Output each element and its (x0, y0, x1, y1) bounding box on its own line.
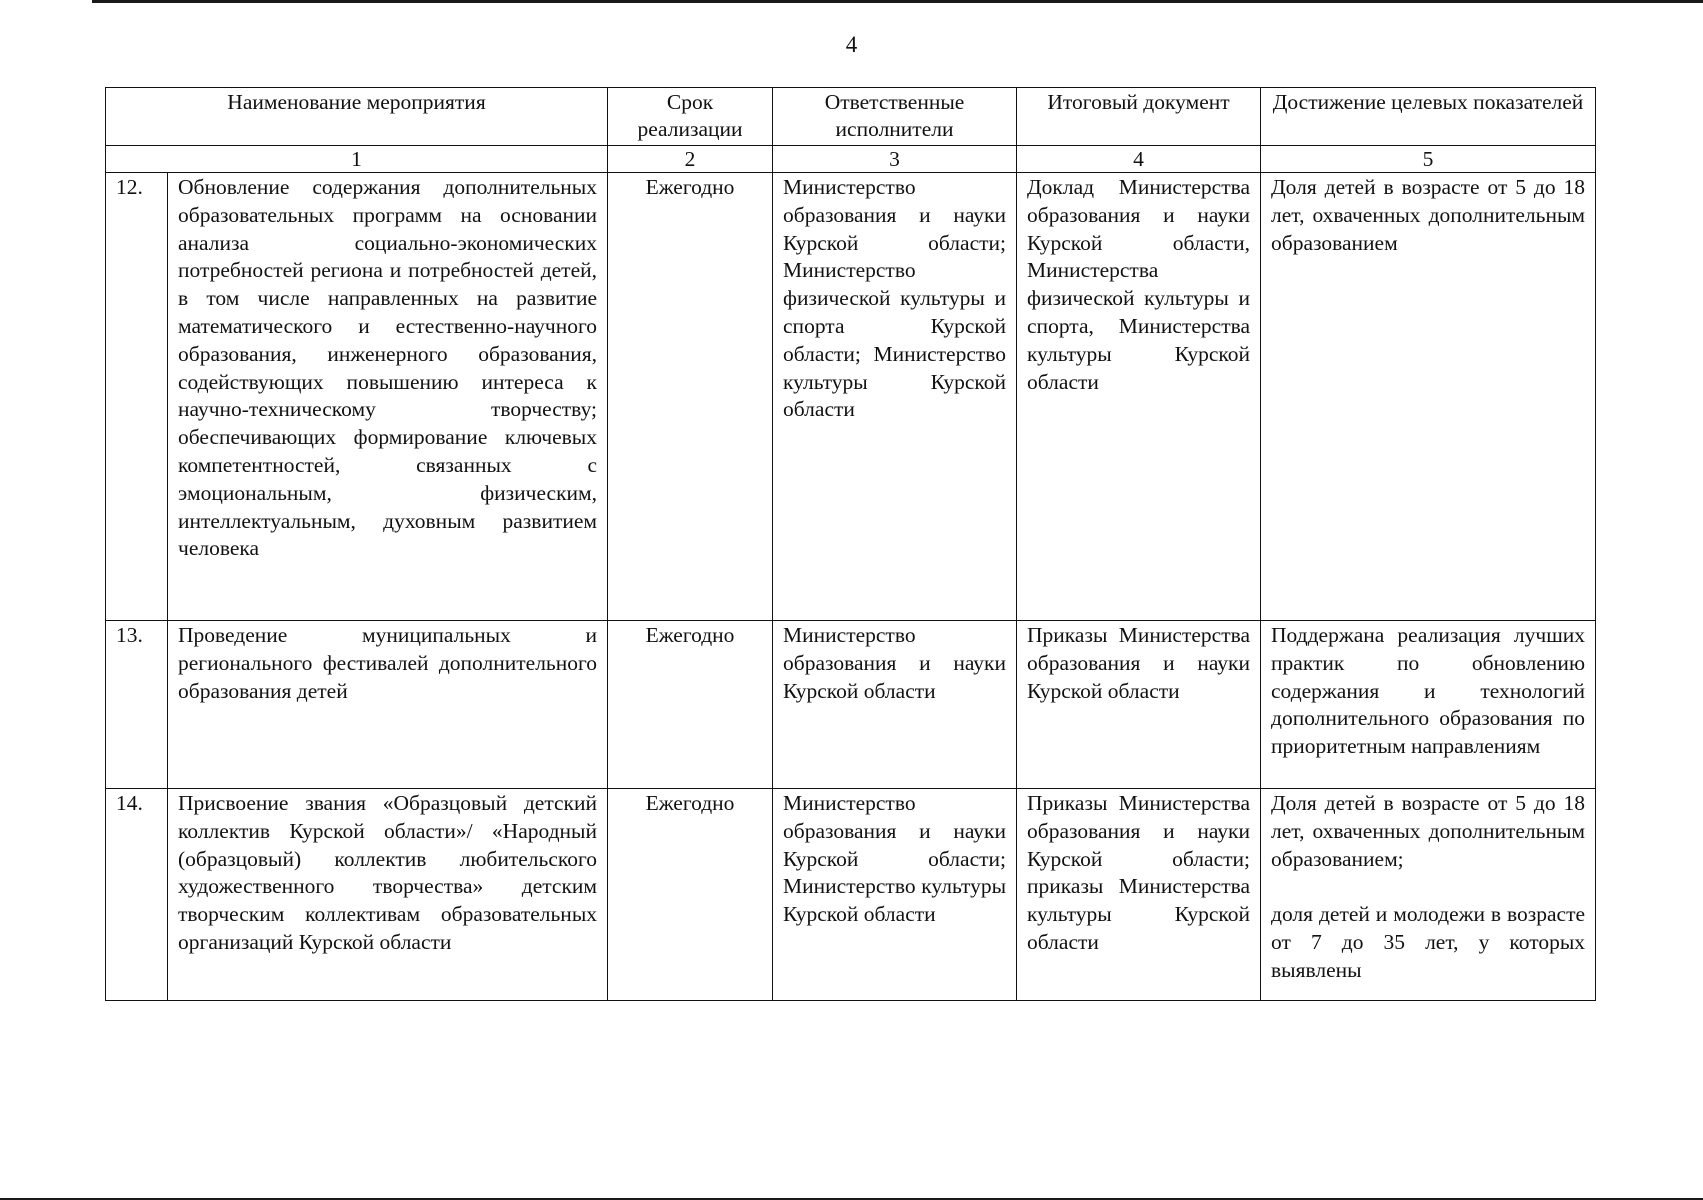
activities-table (105, 87, 1596, 1001)
activity-document: Приказы Министерства образования и науки Курской области (1017, 621, 1261, 789)
page-number: 4 (845, 32, 858, 57)
activity-term: Ежегодно (608, 621, 773, 789)
column-number: 1 (106, 146, 608, 173)
table-row (106, 789, 1596, 1001)
activity-executors: Министерство образования и науки Курской области; Министерство культуры Курской области (773, 789, 1017, 1001)
activity-targets (1261, 621, 1596, 789)
column-number: 3 (773, 146, 1017, 173)
column-number: 5 (1261, 146, 1596, 173)
activity-term: Ежегодно (608, 173, 773, 621)
targets-text: Доля детей в возрасте от 5 до 18 лет, охваченных дополнительным образованием (1271, 175, 1586, 255)
activity-term: Ежегодно (608, 789, 773, 1001)
activity-executors: Министерство образования и науки Курской области (773, 621, 1017, 789)
header-term: Срок реализации (608, 88, 773, 146)
table-header-row (106, 88, 1596, 146)
row-number: 12. (106, 173, 168, 621)
activity-name: Проведение муниципальных и регионального фестивалей дополнительного образования детей (168, 621, 608, 789)
activity-document: Приказы Министерства образования и науки Курской области; приказы Министерства культуры Курской области (1017, 789, 1261, 1001)
row-number: 14. (106, 789, 168, 1001)
activity-executors: Министерство образования и науки Курской области; Министерство физической культуры и спорта Курской области; Министерство культуры Курской области (773, 173, 1017, 621)
activity-name: Обновление содержания дополнительных образовательных программ на основании анализа социально-экономических потребностей региона и потребностей детей, в том числе направленных на развитие математического и естественно-научного образования, инженерного образования, содействующих повышению интереса к научно-техническому творчеству; обеспечивающих формирование ключевых компетентностей, связанных с эмоциональным, физическим, интеллектуальным, духовным развитием человека (168, 173, 608, 621)
table-row (106, 173, 1596, 621)
activity-targets (1261, 789, 1596, 1001)
header-executors: Ответственные исполнители (773, 88, 1017, 146)
column-numbers-row (106, 146, 1596, 173)
targets-text: Доля детей в возрасте от 5 до 18 лет, охваченных дополнительным образованием; (1271, 791, 1586, 871)
column-number: 4 (1017, 146, 1261, 173)
activity-document: Доклад Министерства образования и науки Курской области, Министерства физической культуры и спорта, Министерства культуры Курской области (1017, 173, 1261, 621)
activity-targets (1261, 173, 1596, 621)
targets-text: Поддержана реализация лучших практик по обновлению содержания и технологий дополнительного образования по приоритетным направлениям (1271, 623, 1586, 759)
header-name: Наименование мероприятия (106, 88, 608, 146)
row-number: 13. (106, 621, 168, 789)
table-row (106, 621, 1596, 789)
targets-text-continued: доля детей и молодежи в возрасте от 7 до 35 лет, у которых выявлены (1271, 902, 1586, 982)
header-document: Итоговый документ (1017, 88, 1261, 146)
scan-edge-top (92, 0, 1703, 3)
paragraph-gap (1271, 873, 1585, 901)
column-number: 2 (608, 146, 773, 173)
activity-name: Присвоение звания «Образцовый детский коллектив Курской области»/ «Народный (образцовый) коллектив любительского художественного творчества» детским творческим коллективам образовательных организаций Курской области (168, 789, 608, 1001)
header-targets: Достижение целевых показателей (1261, 88, 1596, 146)
